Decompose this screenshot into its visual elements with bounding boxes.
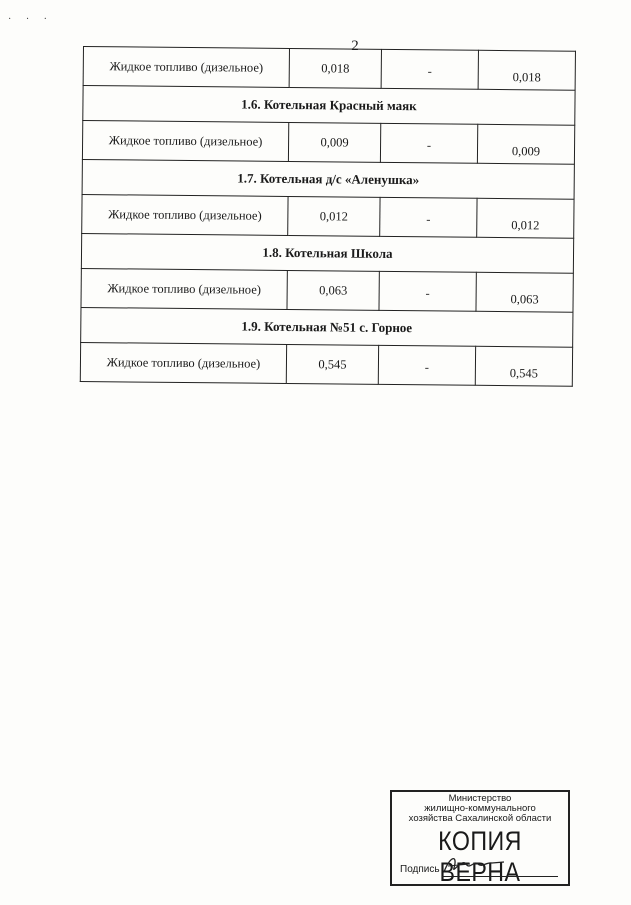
section-header-row xyxy=(82,159,574,199)
value-cell: - xyxy=(379,271,476,311)
value-cell: 0,012 xyxy=(477,198,574,238)
section-header: 1.7. Котельная д/с «Аленушка» xyxy=(82,159,574,199)
section-header: 1.9. Котельная №51 с. Горное xyxy=(81,307,573,347)
stamp-org-line: Министерство xyxy=(448,793,512,804)
fuel-type-cell: Жидкое топливо (дизельное) xyxy=(83,47,289,88)
fuel-type-cell: Жидкое топливо (дизельное) xyxy=(80,342,286,383)
value-cell: 0,018 xyxy=(289,48,381,88)
value-cell: 0,063 xyxy=(476,272,573,312)
value-cell: 0,009 xyxy=(288,122,380,162)
stamp-org-line: жилищно-коммунального xyxy=(424,803,536,814)
table-row xyxy=(80,342,572,386)
value-cell: 0,012 xyxy=(288,196,380,236)
page-number: 2 xyxy=(351,38,359,54)
table-row xyxy=(82,194,574,238)
value-cell: 0,545 xyxy=(475,346,572,386)
value-cell: - xyxy=(381,49,478,89)
table-row xyxy=(83,47,575,91)
stamp-organization xyxy=(392,792,568,824)
value-cell: 0,009 xyxy=(477,124,574,164)
value-cell: - xyxy=(380,197,477,237)
stamp-title: КОПИЯ ВЕРНА xyxy=(438,826,522,887)
value-cell: - xyxy=(378,345,475,385)
value-cell: 0,018 xyxy=(478,50,575,90)
handwritten-signature xyxy=(440,852,510,878)
fuel-type-cell: Жидкое топливо (дизельное) xyxy=(81,268,287,309)
table-row xyxy=(82,121,574,165)
section-header-row xyxy=(81,233,573,273)
stamp-signature-label: Подпись xyxy=(400,864,440,875)
section-header: 1.8. Котельная Школа xyxy=(81,233,573,273)
fuel-type-cell: Жидкое топливо (дизельное) xyxy=(82,194,288,235)
stamp-org-line: хозяйства Сахалинской области xyxy=(408,813,552,824)
consumption-table xyxy=(80,46,576,387)
section-header: 1.6. Котельная Красный маяк xyxy=(83,86,575,126)
section-header-row xyxy=(83,86,575,126)
value-cell: 0,545 xyxy=(286,344,378,384)
scan-specks: · · · xyxy=(8,14,53,25)
fuel-type-cell: Жидкое топливо (дизельное) xyxy=(82,121,288,162)
table-row xyxy=(81,268,573,312)
value-cell: 0,063 xyxy=(287,270,379,310)
section-header-row xyxy=(81,307,573,347)
consumption-table-wrapper xyxy=(80,46,575,387)
value-cell: - xyxy=(380,123,477,163)
